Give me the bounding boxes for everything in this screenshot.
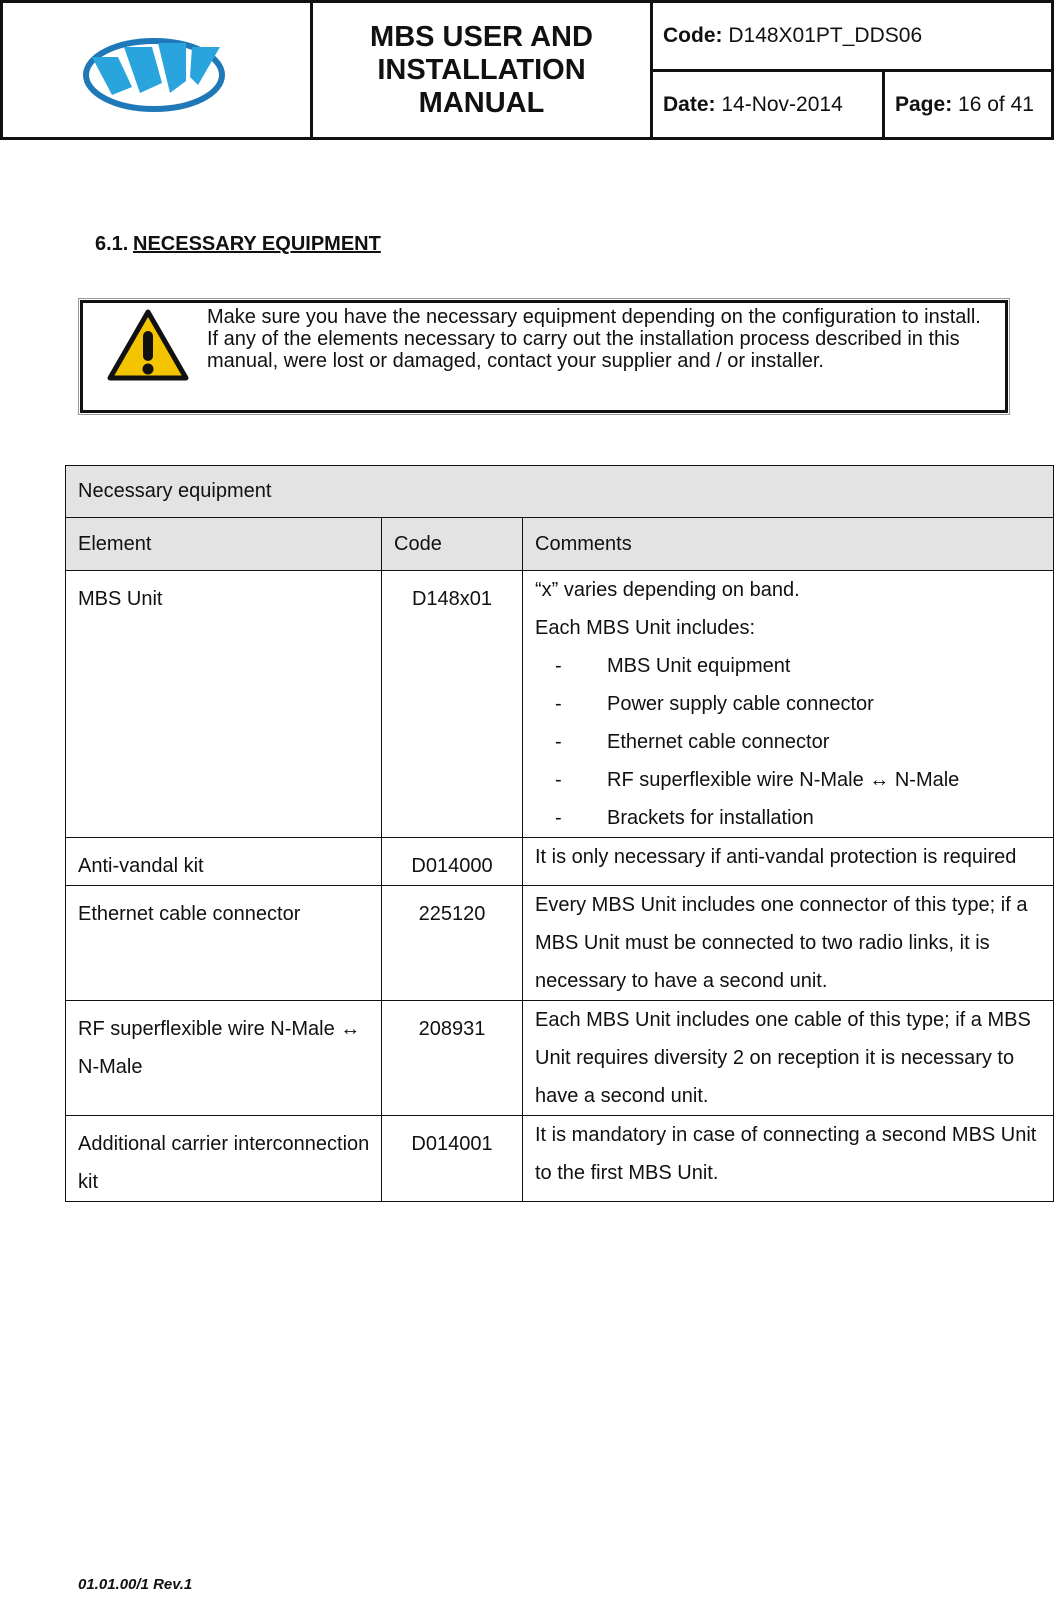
code-cell: 208931 [382, 1001, 523, 1116]
page-value: 16 of 41 [958, 92, 1034, 116]
comments-cell [523, 571, 1054, 838]
table-caption: Necessary equipment [66, 466, 1054, 518]
code-cell [650, 0, 1054, 72]
code-label: Code: [663, 24, 723, 47]
company-logo [82, 25, 232, 115]
comments-cell: Every MBS Unit includes one connector of this type; if a MBS Unit must be connected to two radio links, it is necessary to have a second unit. [523, 886, 1054, 1001]
table-row [66, 886, 1054, 1001]
document-header [0, 0, 1054, 140]
warning-text: Make sure you have the necessary equipment depending on the configuration to install. If any of the elements necessary to carry out the installation process described in this manual, were lost or damaged, contact your supplier and / or installer. [207, 306, 981, 372]
comment-line: Each MBS Unit includes: [535, 617, 756, 639]
table-row [66, 1116, 1054, 1202]
column-header-code: Code [382, 518, 523, 571]
code-cell: D148x01 [382, 571, 523, 838]
element-cell: MBS Unit [66, 571, 382, 838]
date-value: 14-Nov-2014 [721, 92, 843, 116]
element-cell: Additional carrier interconnection kit [66, 1116, 382, 1202]
included-items-list [535, 647, 1053, 837]
list-item: - Power supply cable connector [535, 685, 1053, 723]
list-item: - Brackets for installation [535, 799, 1053, 837]
manual-title: MBS USER AND INSTALLATION MANUAL [370, 20, 593, 119]
list-item: - RF superflexible wire N-Male ↔ N-Male [535, 761, 1053, 799]
comments-cell: It is only necessary if anti-vandal protection is required [523, 838, 1054, 886]
comments-cell: It is mandatory in case of connecting a second MBS Unit to the first MBS Unit. [523, 1116, 1054, 1202]
page-cell [882, 69, 1054, 140]
table-row [66, 838, 1054, 886]
footer-revision: 01.01.00/1 Rev.1 [78, 1576, 193, 1593]
list-item: - MBS Unit equipment [535, 647, 1053, 685]
column-header-comments: Comments [523, 518, 1054, 571]
column-header-element: Element [66, 518, 382, 571]
table-row [66, 1001, 1054, 1116]
section-number: 6.1. [95, 233, 129, 255]
equipment-table [65, 465, 1054, 1202]
manual-title-cell [310, 0, 653, 140]
table-row [66, 571, 1054, 838]
page-label: Page: [895, 92, 953, 116]
list-item: - Ethernet cable connector [535, 723, 1053, 761]
date-cell [650, 69, 885, 140]
code-cell: D014001 [382, 1116, 523, 1202]
section-heading [95, 233, 381, 256]
warning-note [80, 300, 1008, 413]
warning-icon [107, 309, 189, 381]
element-cell: Anti-vandal kit [66, 838, 382, 886]
logo-cell [0, 0, 313, 140]
code-cell: 225120 [382, 886, 523, 1001]
code-value: D148X01PT_DDS06 [728, 24, 923, 47]
section-title: NECESSARY EQUIPMENT [133, 233, 381, 255]
element-cell: Ethernet cable connector [66, 886, 382, 1001]
comment-line: “x” varies depending on band. [535, 579, 800, 601]
code-cell: D014000 [382, 838, 523, 886]
date-label: Date: [663, 92, 716, 116]
comments-cell: Each MBS Unit includes one cable of this type; if a MBS Unit requires diversity 2 on reception it is necessary to have a second unit. [523, 1001, 1054, 1116]
element-cell: RF superflexible wire N-Male ↔ N-Male [66, 1001, 382, 1116]
